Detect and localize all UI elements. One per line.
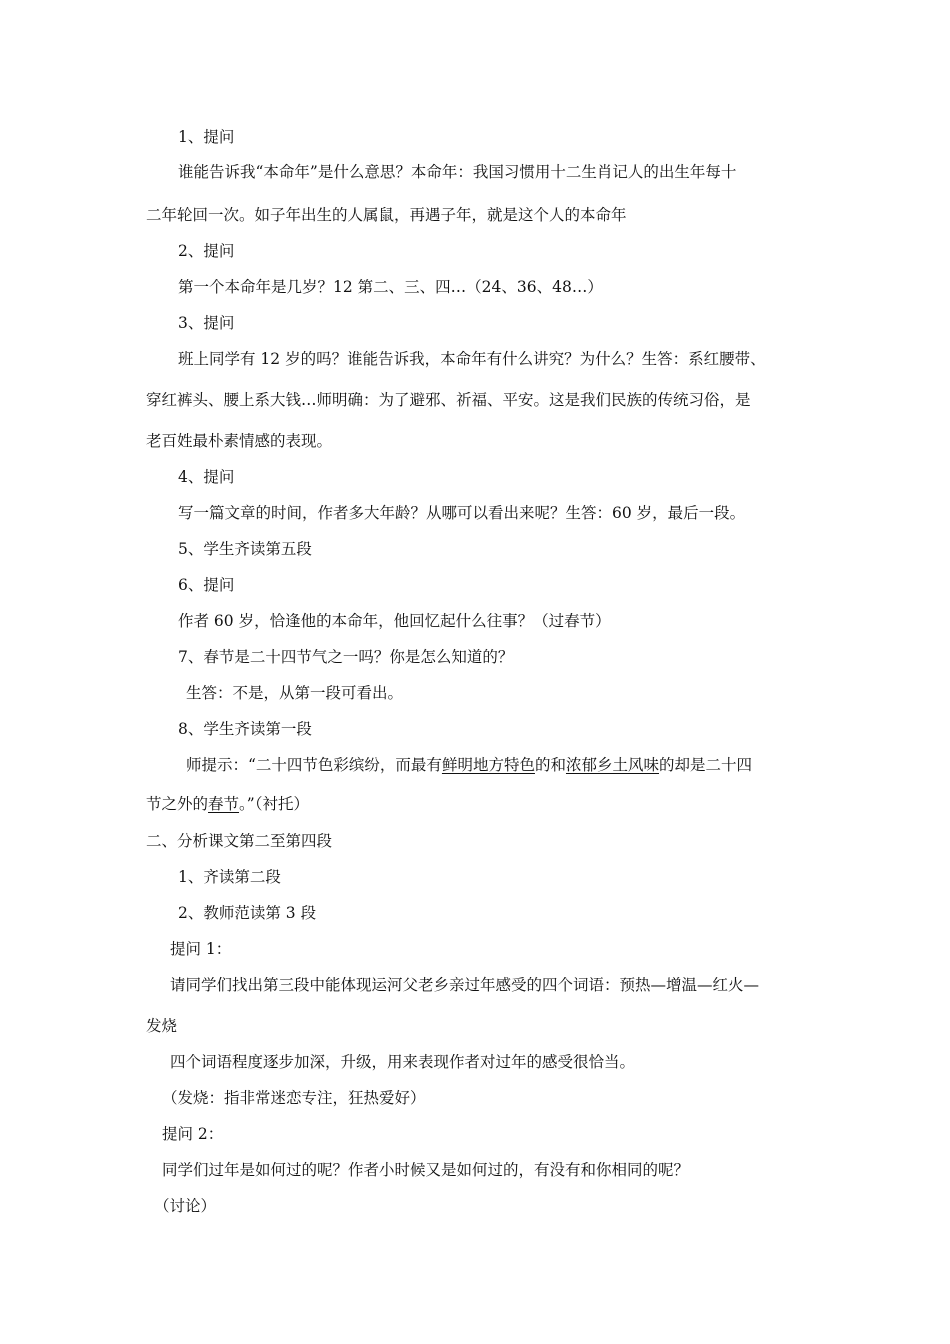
paragraph-line: （发烧：指非常迷恋专注，狂热爱好） — [162, 1089, 426, 1107]
item-heading: 2、提问 — [178, 242, 235, 260]
quote-line — [186, 755, 752, 775]
item-heading: 1、提问 — [178, 128, 235, 146]
item-heading: 3、提问 — [178, 314, 235, 332]
underlined-phrase: 鲜明地方特色 — [441, 756, 535, 774]
item-heading: 8、学生齐读第一段 — [178, 720, 312, 738]
item-heading: 4、提问 — [178, 468, 235, 486]
paragraph-line: 班上同学有 12 岁的吗？谁能告诉我，本命年有什么讲究？为什么？生答：系红腰带、 — [178, 350, 766, 368]
item-heading: 5、学生齐读第五段 — [178, 540, 312, 558]
item-heading: 2、教师范读第 3 段 — [178, 904, 317, 922]
quote-text: 的却是二十四 — [658, 756, 752, 774]
quote-text: 节之外的 — [146, 795, 209, 813]
paragraph-line: 生答：不是，从第一段可看出。 — [186, 684, 404, 702]
paragraph-line: 穿红裤头、腰上系大钱…师明确：为了避邪、祈福、平安。这是我们民族的传统习俗，是 — [146, 391, 751, 409]
underlined-phrase: 浓郁乡土风味 — [565, 756, 659, 774]
paragraph-line: 第一个本命年是几岁？12 第二、三、四…（24、36、48…） — [178, 278, 603, 296]
paragraph-line: 作者 60 岁，恰逢他的本命年，他回忆起什么往事？（过春节） — [178, 612, 611, 630]
paragraph-line: 谁能告诉我“本命年”是什么意思？本命年：我国习惯用十二生肖记人的出生年每十 — [178, 163, 737, 181]
quote-text: 的和 — [534, 756, 566, 774]
quote-text: 。”（衬托） — [239, 795, 309, 813]
question-label: 提问 2： — [162, 1125, 224, 1143]
item-heading: 6、提问 — [178, 576, 235, 594]
paragraph-line: 老百姓最朴素情感的表现。 — [146, 432, 333, 450]
item-heading: 7、春节是二十四节气之一吗？你是怎么知道的？ — [178, 648, 514, 666]
underlined-phrase: 春节 — [208, 795, 240, 813]
paragraph-line: 同学们过年是如何过的呢？作者小时候又是如何过的，有没有和你相同的呢？ — [162, 1161, 690, 1179]
paragraph-line: 二年轮回一次。如子年出生的人属鼠，再遇子年，就是这个人的本命年 — [146, 206, 627, 224]
paragraph-line: 请同学们找出第三段中能体现运河父老乡亲过年感受的四个词语：预热—增温—红火— — [170, 976, 760, 994]
quote-line — [146, 794, 309, 814]
section-heading: 二、分析课文第二至第四段 — [146, 832, 333, 850]
paragraph-line: （讨论） — [154, 1197, 217, 1215]
paragraph-line: 四个词语程度逐步加深，升级，用来表现作者对过年的感受很恰当。 — [170, 1053, 636, 1071]
question-label: 提问 1： — [170, 940, 232, 958]
item-heading: 1、齐读第二段 — [178, 868, 281, 886]
paragraph-line: 写一篇文章的时间，作者多大年龄？从哪可以看出来呢？生答：60 岁，最后一段。 — [178, 504, 746, 522]
paragraph-line: 发烧 — [146, 1017, 178, 1035]
quote-text: 师提示：“二十四节色彩缤纷，而最有 — [186, 756, 442, 774]
